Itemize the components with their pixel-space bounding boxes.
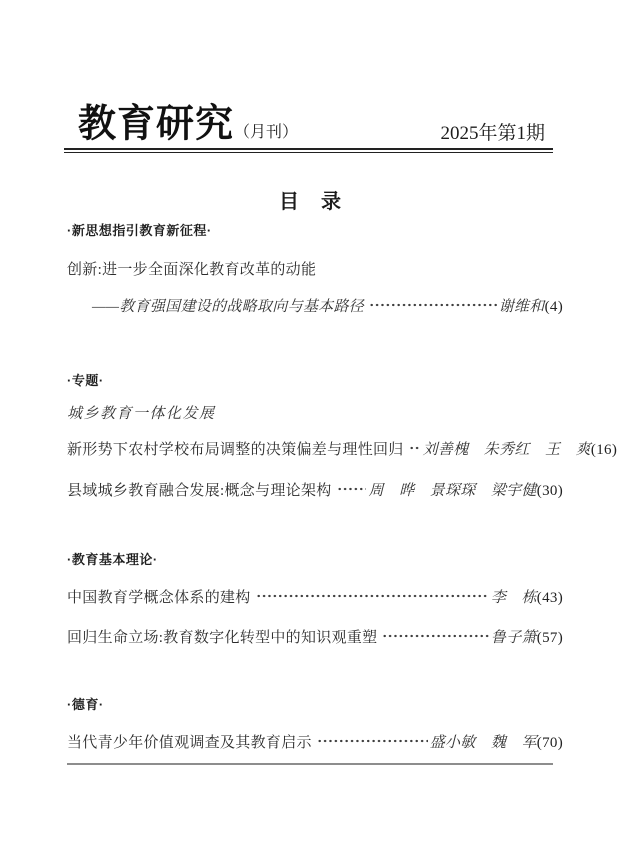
article-page: (70) xyxy=(536,735,563,751)
dot-leader xyxy=(337,479,367,499)
article-row xyxy=(67,626,563,646)
section-label-text: ·新思想指引教育新征程· xyxy=(67,223,212,238)
article-authors: 刘善槐 朱秀红 王 爽 xyxy=(422,442,591,458)
issue-label: 2025年第1期 xyxy=(440,123,545,144)
article-row xyxy=(67,731,563,751)
article-page: (57) xyxy=(536,630,563,646)
journal-type-label: （月刊） xyxy=(234,124,299,141)
article-row xyxy=(67,586,563,606)
section-label-special-topic xyxy=(67,370,563,390)
dot-leader xyxy=(409,438,421,458)
article-page: (16) xyxy=(590,442,618,458)
article-authors: 周 晔 景琛琛 梁宇健 xyxy=(368,483,537,499)
section-label-text: ·专题· xyxy=(67,373,104,388)
section-label-moral-education xyxy=(67,694,563,714)
article-row xyxy=(67,479,563,499)
article-authors: 李 栋 xyxy=(490,590,537,606)
dot-leader xyxy=(317,731,428,751)
journal-logo: 教育研究 xyxy=(78,102,235,146)
bottom-rule xyxy=(67,763,553,765)
dot-leader xyxy=(256,586,489,606)
article-authors: 盛小敏 魏 军 xyxy=(429,735,537,751)
article-row xyxy=(67,438,618,458)
article-title: 回归生命立场:教育数字化转型中的知识观重塑 xyxy=(67,630,378,646)
dot-leader xyxy=(369,295,497,315)
article-page: (4) xyxy=(544,299,563,315)
topic-label: 城乡教育一体化发展 xyxy=(67,406,216,422)
article-page: (30) xyxy=(536,483,563,499)
article-authors: 鲁子箫 xyxy=(490,630,537,646)
section-label-new-thought xyxy=(67,220,563,240)
article-subtitle-row xyxy=(67,295,563,315)
article-title: 中国教育学概念体系的建构 xyxy=(67,590,251,606)
article-authors: 谢维和 xyxy=(498,299,545,315)
article-title: 县域城乡教育融合发展:概念与理论架构 xyxy=(67,483,332,499)
toc-title: 目 录 xyxy=(279,191,342,213)
topic-row xyxy=(67,402,563,422)
article-page: (43) xyxy=(536,590,563,606)
section-label-basic-theory xyxy=(67,549,563,569)
article-subtitle: ——教育强国建设的战略取向与基本路径 xyxy=(92,299,365,315)
section-label-text: ·教育基本理论· xyxy=(67,552,158,567)
section-label-text: ·德育· xyxy=(67,697,104,712)
dot-leader xyxy=(382,626,488,646)
article-title: 新形势下农村学校布局调整的决策偏差与理性回归 xyxy=(67,442,404,458)
article-title: 当代青少年价值观调查及其教育启示 xyxy=(67,735,312,751)
article-title: 创新:进一步全面深化教育改革的动能 xyxy=(67,262,317,278)
article-row xyxy=(67,258,563,278)
header-double-rule xyxy=(64,148,553,153)
